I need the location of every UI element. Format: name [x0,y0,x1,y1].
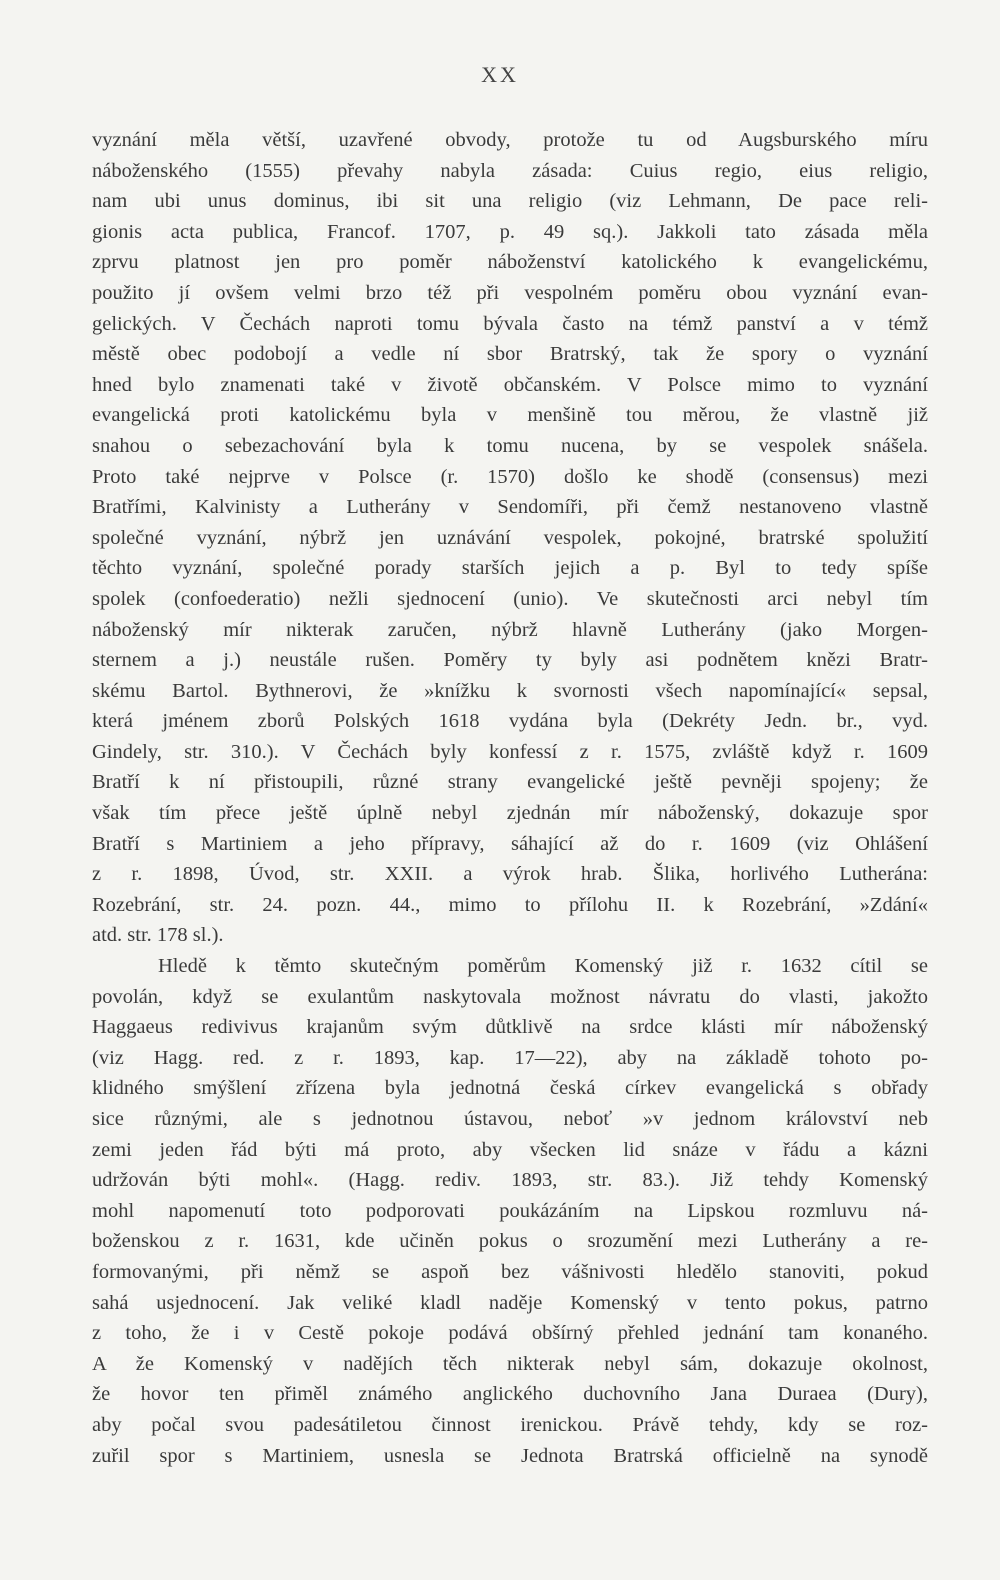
text-line: z r. 1898, Úvod, str. XXII. a výrok hrab. Šlika, horlivého Lutherána: [92,863,928,886]
text-line: použito jí ovšem velmi brzo též při vespolném poměru obou vyznání evan- [92,281,928,304]
text-line: boženskou z r. 1631, kde učiněn pokus o srozumění mezi Lutherány a re- [92,1230,928,1253]
text-line: evangelická proti katolickému byla v menšině tou měrou, že vlastně již [92,404,928,427]
text-line: sice různými, ale s jednotnou ústavou, neboť »v jednom království neb [92,1108,928,1130]
text-line: Bratří s Martiniem a jeho přípravy, sáhající až do r. 1609 (viz Ohlášení [92,832,928,855]
text-line: Proto také nejprve v Polsce (r. 1570) došlo ke shodě (consensus) mezi [92,465,928,488]
text-line: sahá usjednocení. Jak veliké kladl naděje Komenský v tento pokus, patrno [92,1291,928,1314]
text-line: Rozebrání, str. 24. pozn. 44., mimo to přílohu II. k Rozebrání, »Zdání« [92,893,928,916]
text-line: náboženského (1555) převahy nabyla zásada: Cuius regio, eius religio, [92,159,928,182]
text-line: že hovor ten přiměl známého anglického duchovního Jana Duraea (Dury), [92,1383,928,1406]
text-line: Bratří k ní přistoupili, různé strany evangelické ještě pevněji spojeny; že [92,771,928,794]
text-line: těchto vyznání, společné porady starších jejich a p. Byl to tedy spíše [92,557,928,580]
text-line: však tím přece ještě úplně nebyl zjednán mír náboženský, dokazuje spor [92,802,928,825]
text-line: zuřil spor s Martiniem, usnesla se Jednota Bratrská officielně na synodě [92,1444,928,1467]
text-line: gelických. V Čechách naproti tomu bývala často na témž panství a v témž [92,312,928,335]
page-number: XX [481,62,519,87]
text-line: sternem a j.) neustále rušen. Poměry ty byly asi podnětem knězi Bratr- [92,649,928,672]
text-line: městě obec podobojí a vedle ní sbor Bratrský, tak že spory o vyznání [92,343,928,366]
paragraph-start-line: Hledě k těmto skutečným poměrům Komenský již r. 1632 cítil se [158,955,928,978]
text-line: Gindely, str. 310.). V Čechách byly konfessí z r. 1575, zvláště když r. 1609 [92,740,928,763]
text-line: aby počal svou padesátiletou činnost irenickou. Právě tehdy, kdy se roz- [92,1413,928,1436]
text-line: A že Komenský v nadějích těch nikterak nebyl sám, dokazuje okolnost, [92,1352,928,1375]
text-line: zemi jeden řád býti má proto, aby všecken lid snáze v řádu a kázni [92,1138,928,1161]
text-line: formovanými, při němž se aspoň bez vášnivosti hledělo stanoviti, pokud [92,1260,928,1283]
text-line: povolán, když se exulantům naskytovala možnost návratu do vlasti, jakožto [92,985,928,1008]
text-line: udržován býti mohl«. (Hagg. rediv. 1893, str. 83.). Již tehdy Komenský [92,1169,928,1192]
text-line: nam ubi unus dominus, ibi sit una religio (viz Lehmann, De pace reli- [92,190,928,213]
text-line: z toho, že i v Cestě pokoje podává obšírný přehled jednání tam konaného. [92,1322,928,1345]
text-line: vyznání měla větší, uzavřené obvody, protože tu od Augsburského míru [92,129,928,151]
text-line: hned bylo znamenati také v životě občanském. V Polsce mimo to vyznání [92,373,928,396]
body-text [92,125,928,1471]
text-line: která jménem zborů Polských 1618 vydána byla (Dekréty Jedn. br., vyd. [92,710,928,733]
text-line: společné vyznání, nýbrž jen uznávání vespolek, pokojné, bratrské spolužití [92,526,928,549]
text-line: zprvu platnost jen pro poměr náboženství katolického k evangelickému, [92,251,928,274]
text-line: skému Bartol. Bythnerovi, že »knížku k svornosti všech napomínající« sepsal, [92,679,928,702]
text-line: (viz Hagg. red. z r. 1893, kap. 17—22), aby na základě tohoto po- [92,1046,928,1069]
text-line: Haggaeus redivivus krajanům svým důtklivě na srdce klásti mír náboženský [92,1016,928,1039]
text-line: atd. str. 178 sl.). [92,924,224,947]
text-line: spolek (confoederatio) nežli sjednocení (unio). Ve skutečnosti arci nebyl tím [92,587,928,610]
text-line: klidného smýšlení zřízena byla jednotná česká církev evangelická s obřady [92,1077,928,1100]
text-line: snahou o sebezachování byla k tomu nucena, by se vespolek snášela. [92,434,928,457]
text-line: Bratřími, Kalvinisty a Lutherány v Sendomíři, při čemž nestanoveno vlastně [92,496,928,519]
text-line: náboženský mír nikterak zaručen, nýbrž hlavně Lutherány (jako Morgen- [92,618,928,641]
text-line: mohl napomenutí toto podporovati poukázáním na Lipskou rozmluvu ná- [92,1199,928,1222]
text-line: gionis acta publica, Francof. 1707, p. 49 sq.). Jakkoli tato zásada měla [92,220,928,243]
